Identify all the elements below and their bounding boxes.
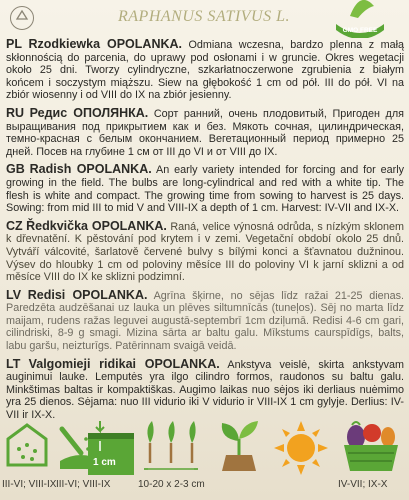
variety-title: Redisi OPOLANKA. — [27, 287, 148, 302]
header — [0, 0, 409, 38]
paper-recycle-icon — [10, 6, 34, 30]
gmo-free-text: GMO FREE — [342, 27, 378, 34]
plant-spacing-icon — [140, 417, 202, 475]
sun-icon — [272, 419, 330, 477]
harvest-period: IV-VII; IX-X — [338, 479, 388, 490]
variety-title: Редис ОПОЛЯНКА. — [29, 105, 149, 120]
section-ru — [6, 107, 404, 158]
gmo-free-badge — [330, 0, 390, 38]
section-gb — [6, 163, 404, 214]
section-pl — [6, 38, 404, 102]
description-text: An early variety intended for forcing and for early growing in the field. The bulbs are long-cylindrical and red with a white tip. The flesh is white and compact. The growing time from sowing to harvest is 25 days. Sowing: from mid III to mid V and VIII-IX a depth of 1 cm. Harvest: IV-VII and IX-X. — [6, 164, 405, 215]
greenhouse-sowing-icon — [4, 419, 50, 471]
language-code: PL — [6, 37, 22, 51]
variety-title: Ředkvička OPOLANKA. — [26, 218, 167, 233]
language-code: RU — [6, 105, 25, 120]
variety-title: Radish OPOLANKA. — [29, 162, 152, 177]
description-text: Agrīna šķirne, no sējas līdz ražai 21-25 dienas. Paredzēta audzēšanai uz lauka un plēves siltumnīcās (tuneļos). Sēj no marta līdz maijam, rudens ražas leguvei augustā-septembrī 1cm dziļumā. Redisi 4-6 cm gari, cilindriski, 8-9 g smagi. Mizina sārta ar baltu galu. Mīkstums caurspīdīgs, balts, labu garšu, neizturīgs. Patērinnam svaigā veidā. — [6, 289, 405, 353]
language-code: LV — [6, 287, 22, 302]
sow-field-period: III-VI; VIII-IX — [56, 479, 111, 490]
language-code: CZ — [6, 218, 23, 233]
sowing-depth-value: 1 cm — [93, 457, 116, 468]
cultivation-icons — [0, 413, 409, 500]
variety-title: Rzodkiewka OPOLANKA. — [28, 37, 182, 51]
language-code: GB — [6, 162, 25, 177]
harvest-basket-icon — [338, 419, 404, 477]
plant-spacing-value: 10-20 x 2-3 cm — [138, 479, 205, 490]
species-name: RAPHANUS SATIVUS L. — [118, 8, 291, 25]
sow-greenhouse-period: III-VI; VIII-IX — [2, 479, 57, 490]
seedling-icon — [212, 415, 266, 475]
description-text: Ankstyva veislė, skirta ankstyvam auginimui lauke. Lemputės yra ilgo cilindro formos, raudonos su baltu galu. Minkštimas baltas ir kompaktiškas. Augimo laikas nuo sėjos iki derliaus nuėmimo yra 25 dienos. Sėjama: nuo III vidurio iki V vidurio ir VIII-IX 1 cm gylyje. Derlius: IV-VII ir IX-X. — [6, 358, 404, 422]
section-lv — [6, 289, 404, 353]
variety-title: Valgomieji ridikai OPOLANKA. — [28, 356, 220, 371]
section-cz — [6, 220, 404, 284]
language-code: LT — [6, 356, 21, 371]
description-content — [6, 38, 404, 427]
description-text: Raná, velice výnosná odrůda, s nízkým sklonem k dřevnatění. K pěstování pod krytem i v zemi. Vegetační období okolo 25 dnů. Vytváří válcovité, šarlatově červené bulvy s bílými konci a šťavnatou dužninou. Výsev do hloubky 1 cm od poloviny měsíce III do poloviny VI k jarní sklizni a od měsíce VIII do IX ke sklizni podzimní. — [6, 220, 405, 284]
description-text: Сорт ранний, очень плодовитый, Пригоден для выращивания под прикрытием как и без. Мякоть сочная, цилиндрическая, темно-красная с белым окончанием. Вегетационный период примерно 25 дней. Посев на глубине 1 см от III до VI и от VIII до IX. — [6, 107, 405, 158]
description-text: Odmiana wczesna, bardzo plenna z małą skłonnością do parcenia, do uprawy pod osłonami i w gruncie. Okres wegetacji około 25 dni. Tworzy cylindryczne, szkarłatnoczerwone zgrubienia z białym końcem i soczystym miąższu. Siew na głębokość 1 cm od pół. III do pół. VI na zbiór wiosenny i od VIII do IX na zbiór jesienny. — [6, 39, 405, 102]
